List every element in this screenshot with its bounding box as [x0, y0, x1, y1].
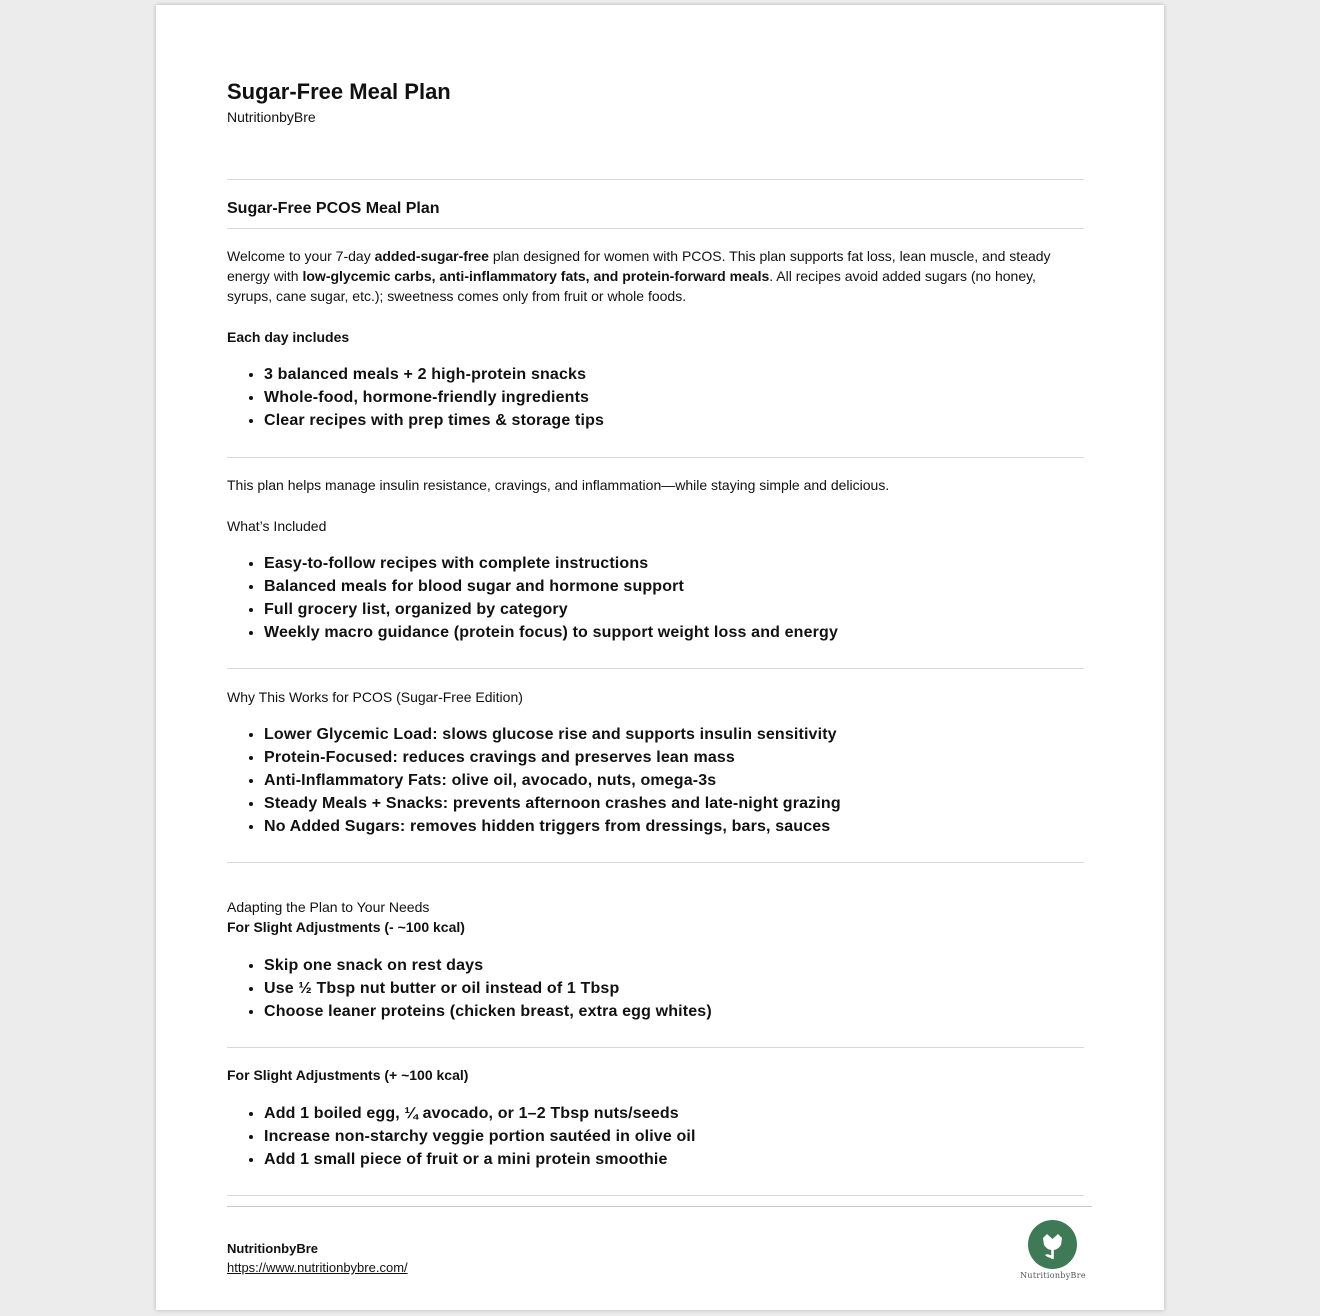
document-page [156, 5, 1164, 1310]
plus-list [227, 1102, 696, 1171]
tulip-icon [1028, 1220, 1077, 1269]
helps-text: This plan helps manage insulin resistance, cravings, and inflammation—while staying simple and delicious. [227, 477, 890, 493]
each-day-heading: Each day includes [227, 329, 350, 345]
list-item: • Add 1 small piece of fruit or a mini protein smoothie [264, 1148, 696, 1171]
list-item: • Choose leaner proteins (chicken breast, extra egg whites) [264, 1000, 712, 1023]
included-heading: What’s Included [227, 518, 327, 534]
each-day-list [227, 363, 604, 432]
list-item: • Full grocery list, organized by category [264, 598, 838, 621]
intro-text-2: plan designed for women with PCOS. This plan supports fat loss, lean muscle, and steady energy with [227, 248, 1051, 284]
page-title: Sugar-Free Meal Plan [227, 79, 451, 104]
divider [227, 179, 1084, 180]
included-list [227, 552, 838, 644]
intro-bold-2: low-glycemic carbs, anti-inflammatory fats, and protein-forward meals [302, 268, 770, 284]
logo-circle [1028, 1220, 1077, 1269]
minus-heading: For Slight Adjustments (- ~100 kcal) [227, 919, 465, 935]
divider [227, 457, 1084, 458]
list-item: • Lower Glycemic Load: slows glucose rise and supports insulin sensitivity [264, 723, 841, 746]
plus-heading: For Slight Adjustments (+ ~100 kcal) [227, 1067, 469, 1083]
list-item: • Steady Meals + Snacks: prevents afternoon crashes and late-night grazing [264, 792, 841, 815]
intro-text-1: Welcome to your 7-day [227, 248, 375, 264]
list-item: • Whole-food, hormone-friendly ingredients [264, 386, 604, 409]
divider [227, 228, 1084, 229]
list-item: • Weekly macro guidance (protein focus) to support weight loss and energy [264, 621, 838, 644]
footer-link[interactable]: https://www.nutritionbybre.com/ [227, 1260, 408, 1275]
intro-paragraph [227, 246, 1084, 306]
list-item: • Balanced meals for blood sugar and hormone support [264, 575, 838, 598]
minus-list [227, 954, 712, 1023]
intro-text-3: . All recipes avoid added sugars (no honey, syrups, cane sugar, etc.); sweetness comes only from fruit or whole foods. [227, 268, 1036, 304]
adapting-heading: Adapting the Plan to Your Needs [227, 899, 430, 915]
why-heading: Why This Works for PCOS (Sugar-Free Edition) [227, 689, 523, 705]
list-item: • Clear recipes with prep times & storage tips [264, 409, 604, 432]
divider [227, 668, 1084, 669]
list-item: • No Added Sugars: removes hidden triggers from dressings, bars, sauces [264, 815, 841, 838]
section-title: Sugar-Free PCOS Meal Plan [227, 200, 440, 217]
divider [227, 862, 1084, 863]
list-item: • Add 1 boiled egg, ¼ avocado, or 1–2 Tbsp nuts/seeds [264, 1102, 696, 1125]
list-item: • Increase non-starchy veggie portion sautéed in olive oil [264, 1125, 696, 1148]
list-item: • Protein-Focused: reduces cravings and preserves lean mass [264, 746, 841, 769]
logo-text: NutritionbyBre [1020, 1271, 1086, 1280]
page-subtitle: NutritionbyBre [227, 109, 316, 125]
divider [227, 1195, 1084, 1196]
why-list [227, 723, 841, 838]
list-item: • Use ½ Tbsp nut butter or oil instead of 1 Tbsp [264, 977, 712, 1000]
list-item: • Easy-to-follow recipes with complete instructions [264, 552, 838, 575]
intro-bold-1: added-sugar-free [374, 248, 489, 264]
list-item: • Skip one snack on rest days [264, 954, 712, 977]
divider [227, 1047, 1084, 1048]
footer-divider [227, 1206, 1092, 1207]
footer-brand: NutritionbyBre [227, 1241, 318, 1256]
list-item: • Anti-Inflammatory Fats: olive oil, avocado, nuts, omega-3s [264, 769, 841, 792]
brand-logo [1012, 1217, 1094, 1283]
list-item: • 3 balanced meals + 2 high-protein snacks [264, 363, 604, 386]
